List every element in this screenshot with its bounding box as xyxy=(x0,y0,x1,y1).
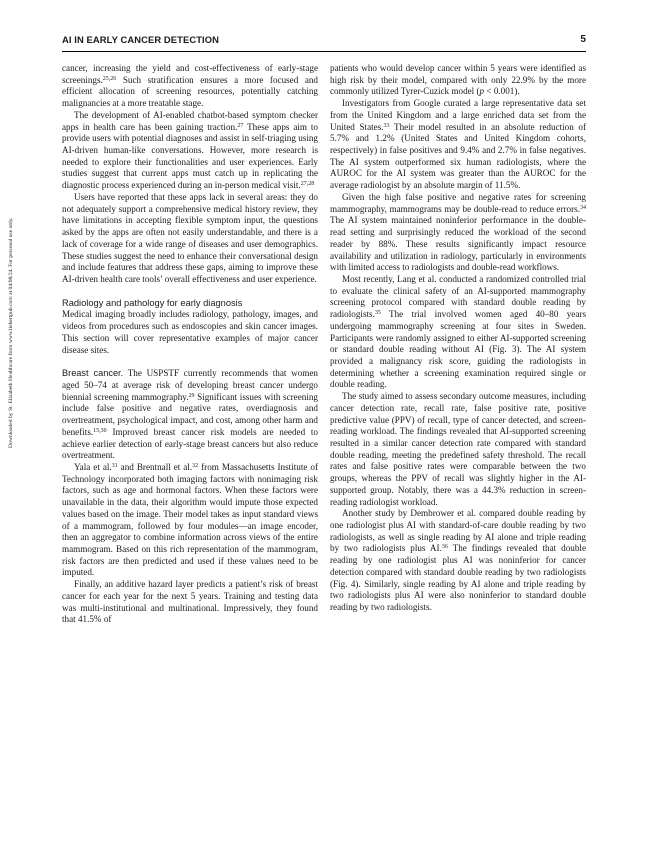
section-heading: Radiology and pathology for early diagnosis xyxy=(62,297,243,308)
paragraph: Yala et al.$^{31}$ and Brentnall et al.$^{32}$ from Massachusetts Institute of Technology incorporated both imaging factors with nonimaging risk factors, such as age and hormonal factors. When these factors were unavailable in the data, their algorithm would impute those expected values based on the image. Their model takes as input standard views of a mammogram, followed by four modules—an image encoder, then an aggregator to combine information across views of the entire mammogram. Based on this rich representation of the mammogram, risk factors are then predicted and used if these values need to be imputed. xyxy=(62,462,318,578)
paragraph: Breast cancer. The USPSTF currently recommends that women aged 50–74 at average risk of developing breast cancer undergo biennial screening mammography.$^{29}$ Significant issues with screening include false positive and negative rates, overdiagnosis and overtreatment, psychological impact, and cost, among other harm and benefits.$^{15,30}$ Improved breast cancer risk models are needed to achieve earlier detection of early-stage breast cancers but also reduce overtreatment. xyxy=(62,368,318,461)
citation[interactable]: 36 xyxy=(441,544,448,551)
citation[interactable]: 33 xyxy=(383,122,390,129)
citation[interactable]: 34 xyxy=(580,204,586,211)
paragraph: The study aimed to assess secondary outcome measures, including cancer detection rate, recall rate, false positive rate, positive predictive value (PPV) of recall, type of cancer detected, and screen-reading workload. The findings revealed that AI-supported screening resulted in a similar cancer detection rate compared with standard double reading, meeting the predefined safety threshold. The recall rates and false positive rates were comparable between the two groups, whereas the PPV of recall was slightly higher in the AI-supported group. Notably, there was a 44.3% reduction in screen-reading radiologist workload. xyxy=(330,391,586,507)
running-header xyxy=(62,34,586,50)
left-column xyxy=(62,63,318,626)
paragraph: Most recently, Lang et al. conducted a randomized controlled trial to evaluate the clinical safety of an AI-supported mammography screening protocol compared with standard double reading by radiologists.$^{35}$ The trial involved women aged 40–80 years undergoing mammography screening at four sites in Sweden. Participants were randomly assigned to either AI-supported screening or standard double reading without AI (Fig. 3). The AI system provided a malignancy risk score, guiding the radiologists in determining whether a screening examination required single or double reading. xyxy=(330,273,586,390)
paragraph: cancer, increasing the yield and cost-effectiveness of early-stage screenings.$^{25,26}$ Such stratification ensures a more focused and efficient allocation of screening resources, potentially catching malignancies at a more treatable stage. xyxy=(62,63,318,109)
paragraph: Given the high false positive and negative rates for screening mammography, mammograms may be double-read to reduce errors.$^{34}$ The AI system maintained noninferior performance in the double-read setting and surprisingly reduced the workload of the second reader by 88%. These results significantly impact resource availability and utilization in radiology, particularly in environments with limited access to radiologists and double-read workflows. xyxy=(330,191,586,273)
right-column xyxy=(330,63,586,614)
paragraph: patients who would develop cancer within 5 years were identified as high risk by their model, compared with only 22.9% by the more commonly utilized Tyrer-Cuzick model (p < 0.001). xyxy=(330,63,586,97)
paragraph: Another study by Dembrower et al. compared double reading by one radiologist plus AI with standard-of-care double reading by two radiologists, as well as single reading by AI alone and triple reading by two radiologists plus AI.$^{36}$ The findings revealed that double reading by one radiologist plus AI was noninferior for cancer detection compared with standard double reading by two radiologists (Fig. 4). Similarly, single reading by AI alone and triple reading by two radiologists plus AI were also noninferior to standard double reading by two radiologists. xyxy=(330,508,587,613)
citation[interactable]: 27,28 xyxy=(300,181,315,188)
paragraph: Users have reported that these apps lack in several areas: they do not adequately support a comprehensive medical history review, they have limitations in accepting flexible symptom input, the questions asked by the apps are often not easily understandable, and there is a lack of coverage for a wide range of diseases and user demographics. These studies suggest the need to enhance their conversational design and include features that address these gaps, aiming to improve these AI-driven health care tools’ overall effectiveness and user experience. xyxy=(62,191,318,284)
citation[interactable]: 35 xyxy=(374,310,381,317)
header-rule xyxy=(62,51,586,52)
paragraph: Finally, an additive hazard layer predicts a patient’s risk of breast cancer for each year for the next 5 years. Training and testing data was multi-institutional and multinational. Impressively, they found that 41.5% of xyxy=(62,579,318,625)
citation[interactable]: 29 xyxy=(188,392,195,399)
citation[interactable]: 27 xyxy=(237,122,244,129)
running-title: AI IN EARLY CANCER DETECTION xyxy=(62,34,219,45)
page-number: 5 xyxy=(580,34,586,45)
download-notice: Downloaded by St. Elizabeth Healthcare from www.liebertpub.com at 04/08/24. For personal use only. xyxy=(8,217,14,448)
citation[interactable]: 15,30 xyxy=(93,427,107,434)
paragraph: The development of AI-enabled chatbot-based symptom checker apps in health care has been gaining traction.$^{27}$ These apps aim to provide users with potential diagnoses and assist in self-triaging using AI-driven human-like conversations. However, more research is needed to explore their functionalities and user experiences. Early studies suggest that current apps must catch up in replicating the diagnostic process experienced during an in-person medical visit.$^{27,28}$ xyxy=(62,109,318,191)
paragraph: Investigators from Google curated a large representative data set from the United Kingdom and a large enriched data set from the United States.$^{33}$ Their model resulted in an absolute reduction of 5.7% and 1.2% (United States and United Kingdom cohorts, respectively) in false positives and 9.4% and 2.7% in false negatives. The AI system outperformed six human radiologists, where the AUROC for the AI system was greater than the AUROC for the average radiologist by an absolute margin of 11.5%. xyxy=(330,98,586,191)
citation[interactable]: 31 xyxy=(111,463,118,469)
citation[interactable]: 32 xyxy=(192,463,199,469)
citation[interactable]: 25,26 xyxy=(102,75,117,82)
subsection-title: Breast cancer. xyxy=(62,368,124,379)
paragraph: Medical imaging broadly includes radiology, pathology, images, and videos from procedures such as endoscopies and skin cancer images. This section will cover representative examples of major cancer disease sites. xyxy=(62,309,318,355)
